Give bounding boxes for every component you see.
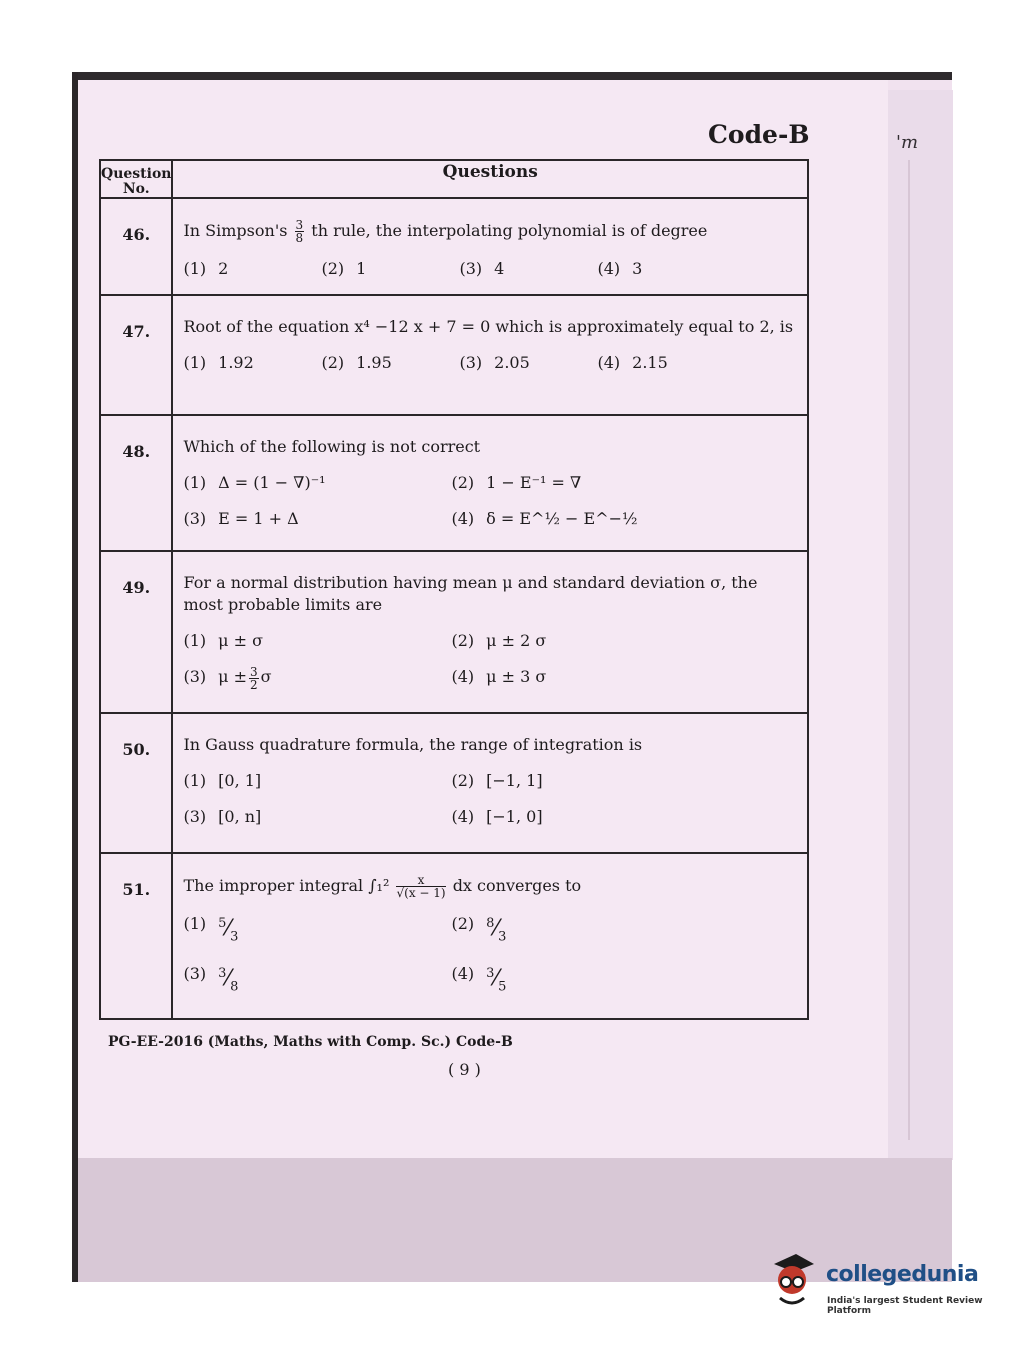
- option: (2) $^8⁄_3$: [451, 914, 507, 945]
- question-row: [100, 853, 808, 1019]
- option: (1) [0, 1]: [183, 771, 262, 790]
- options-row: [183, 806, 799, 828]
- brand-watermark: [770, 1250, 1000, 1320]
- paper-code: Code-B: [708, 120, 810, 149]
- option: (2) 1: [321, 259, 367, 278]
- option: (4) μ ± 3 σ: [451, 667, 547, 686]
- option: (3) μ ± $\frac{3}{2}$ σ: [183, 665, 272, 692]
- option: (1) 1.92: [183, 353, 254, 372]
- option: (4) 2.15: [597, 353, 668, 372]
- question-body: [172, 415, 808, 551]
- question-body: [172, 551, 808, 713]
- option: (3) E = 1 + Δ: [183, 509, 299, 528]
- page-number: ( 9 ): [448, 1060, 481, 1079]
- mascot-icon: [770, 1250, 816, 1312]
- question-table: [99, 159, 809, 1020]
- question-number: 47.: [100, 295, 172, 415]
- question-number: 46.: [100, 198, 172, 295]
- option: (4) δ = E^½ − E^−½: [451, 509, 638, 528]
- option: (1) Δ = (1 − ∇)⁻¹: [183, 473, 326, 492]
- question-number: 49.: [100, 551, 172, 713]
- question-row: [100, 551, 808, 713]
- option: (3) [0, n]: [183, 807, 262, 826]
- question-stem: For a normal distribution having mean μ and standard deviation σ, the most probable limits are: [183, 573, 758, 614]
- fraction: $\frac{3}{2}$: [250, 665, 258, 692]
- question-no-header: Question No.: [100, 160, 172, 198]
- fraction: $\frac{3}{8}$: [295, 218, 304, 245]
- option: (2) 1.95: [321, 353, 392, 372]
- option: (1) μ ± σ: [183, 631, 264, 650]
- option: (4) 3: [597, 259, 643, 278]
- integral-sign: ∫₁²: [368, 876, 390, 895]
- options-row: [183, 630, 799, 652]
- question-stem: Which of the following is not correct: [183, 437, 481, 456]
- question-body: [172, 853, 808, 1019]
- option: (1) 2: [183, 259, 229, 278]
- option: (4) $^3⁄_5$: [451, 963, 507, 995]
- options-row: [183, 508, 799, 530]
- question-body: [172, 713, 808, 853]
- options-row: [183, 258, 799, 280]
- question-stem: Root of the equation x⁴ −12 x + 7 = 0 which is approximately equal to 2, is: [183, 317, 794, 336]
- brand-name: collegedunia: [826, 1262, 979, 1287]
- options-row: [183, 913, 799, 949]
- question-row: [100, 415, 808, 551]
- paper-footer: PG-EE-2016 (Maths, Maths with Comp. Sc.) Code-B: [108, 1034, 513, 1050]
- options-row: [183, 352, 799, 374]
- table-header-row: [100, 160, 808, 198]
- brand-tagline: India's largest Student Review Platform: [827, 1296, 983, 1316]
- question-body: [172, 198, 808, 295]
- option: (3) $^3⁄_8$: [183, 963, 239, 995]
- options-row: [183, 472, 799, 494]
- question-row: [100, 713, 808, 853]
- option: (1) $^5⁄_3$: [183, 914, 239, 945]
- option: (2) 1 − E⁻¹ = ∇: [451, 473, 582, 492]
- option: (3) 4: [459, 259, 505, 278]
- handwritten-mark: 'm: [896, 132, 919, 153]
- question-row: [100, 295, 808, 415]
- underlying-page: [880, 90, 953, 1160]
- question-row: [100, 198, 808, 295]
- options-row: [183, 770, 799, 792]
- option: (2) μ ± 2 σ: [451, 631, 547, 650]
- scan-edge-left: [72, 72, 78, 1282]
- question-number: 51.: [100, 853, 172, 1019]
- question-body: [172, 295, 808, 415]
- option: (2) [−1, 1]: [451, 771, 543, 790]
- questions-header: Questions: [172, 160, 808, 198]
- options-row: [183, 666, 799, 691]
- fraction: $\frac{x}{√(x - 1)}$: [396, 873, 446, 900]
- options-row: [183, 963, 799, 999]
- page-fold: [908, 160, 910, 1140]
- question-stem: In Gauss quadrature formula, the range of integration is: [183, 735, 643, 754]
- question-stem: The improper integral ∫₁² $\frac{x}{√(x - 1)}$ dx converges to: [183, 873, 582, 900]
- scan-edge-top: [72, 72, 952, 80]
- option: (3) 2.05: [459, 353, 530, 372]
- question-stem: In Simpson's $\frac{3}{8}$ th rule, the interpolating polynomial is of degree: [183, 218, 708, 245]
- option: (4) [−1, 0]: [451, 807, 543, 826]
- question-number: 50.: [100, 713, 172, 853]
- question-number: 48.: [100, 415, 172, 551]
